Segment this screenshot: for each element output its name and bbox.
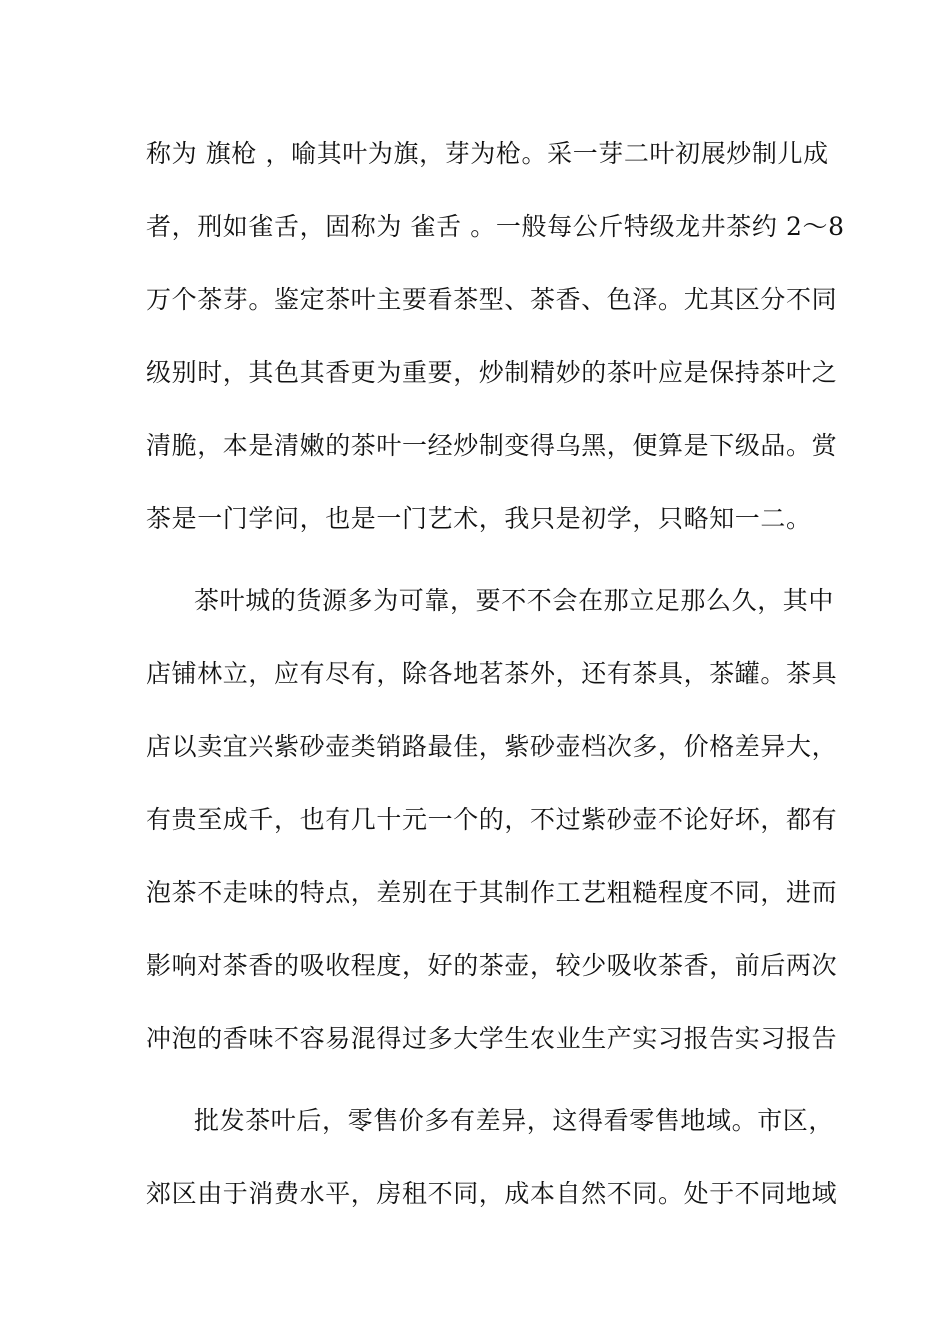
text-line: 郊区由于消费水平，房租不同，成本自然不同。处于不同地域 bbox=[146, 1179, 838, 1208]
text-line: 称为 旗枪 ，喻其叶为旗，芽为枪。采一芽二叶初展炒制儿成 bbox=[146, 139, 829, 168]
text-line: 茶是一门学问，也是一门艺术，我只是初学，只略知一二。 bbox=[146, 504, 812, 533]
text-line: 有贵至成千，也有几十元一个的，不过紫砂壶不论好坏，都有 bbox=[146, 805, 838, 834]
text-line: 级别时，其色其香更为重要，炒制精妙的茶叶应是保持茶叶之 bbox=[146, 358, 838, 387]
paragraph-first-line: 批发茶叶后，零售价多有差异，这得看零售地域。市区， bbox=[194, 1106, 835, 1135]
paragraph-first-line: 茶叶城的货源多为可靠，要不不会在那立足那么久，其中 bbox=[194, 586, 835, 615]
text-line: 者，刑如雀舌，固称为 雀舌 。一般每公斤特级龙井茶约 2～8 bbox=[146, 212, 845, 241]
text-line: 万个茶芽。鉴定茶叶主要看茶型、茶香、色泽。尤其区分不同 bbox=[146, 285, 838, 314]
text-line: 影响对茶香的吸收程度，好的茶壶，较少吸收茶香，前后两次 bbox=[146, 951, 838, 980]
text-line: 店铺林立，应有尽有，除各地茗茶外，还有茶具，茶罐。茶具 bbox=[146, 659, 838, 688]
text-line: 冲泡的香味不容易混得过多大学生农业生产实习报告实习报告 bbox=[146, 1024, 838, 1053]
text-line: 清脆，本是清嫩的茶叶一经炒制变得乌黑，便算是下级品。赏 bbox=[146, 431, 838, 460]
text-line: 泡茶不走味的特点，差别在于其制作工艺粗糙程度不同，进而 bbox=[146, 878, 838, 907]
text-line: 店以卖宜兴紫砂壶类销路最佳，紫砂壶档次多，价格差异大， bbox=[146, 732, 838, 761]
